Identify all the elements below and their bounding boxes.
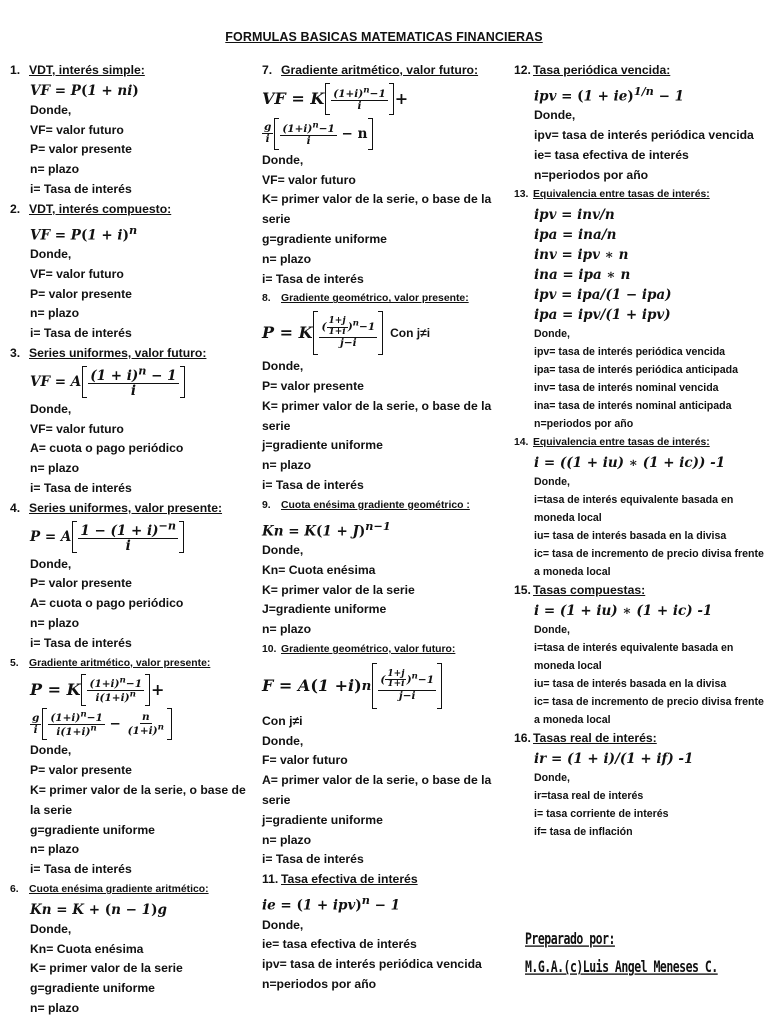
line: Donde, (30, 102, 72, 117)
line: n=periodos por año (534, 418, 634, 431)
line: K= primer valor de la serie, o base de la serie (30, 783, 246, 817)
section-6-title: 6. Cuota enésima gradiente aritmético: (10, 884, 209, 895)
line: A= cuota o pago periódico (30, 596, 184, 611)
page-title: FORMULAS BASICAS MATEMATICAS FINANCIERAS (225, 30, 543, 44)
line: K= primer valor de la serie (30, 961, 183, 976)
line: P= valor presente (30, 142, 132, 157)
line: F= valor futuro (262, 753, 348, 768)
line: Donde, (262, 917, 304, 932)
line: inv= tasa de interés nominal vencida (534, 382, 719, 395)
section-2-title: 2. VDT, interés compuesto: (10, 201, 172, 216)
column-2 (262, 61, 512, 995)
formula-13-1: ipv = inv/n (534, 207, 615, 224)
formula-6: Kn = K + (n − 1)g (30, 901, 167, 918)
line: Donde, (30, 743, 72, 758)
line: Donde, (30, 247, 72, 262)
section-3-body (10, 364, 255, 499)
formula-11: ie = (1 + ipv)$^n$ − 1 (262, 893, 401, 914)
line: n= plazo (262, 251, 312, 266)
line: Donde, (30, 556, 72, 571)
line: n=periodos por año (534, 167, 649, 182)
section-13-body (514, 205, 764, 433)
line: ipv= tasa de interés periódica vencida (534, 346, 726, 359)
section-8-title: 8. Gradiente geométrico, valor presente: (262, 293, 469, 305)
line: j=gradiente uniforme (262, 438, 383, 453)
line: n= plazo (30, 1000, 80, 1015)
line: i= Tasa de interés (30, 635, 132, 650)
section-12-title: 12. Tasa periódica vencida: (514, 63, 671, 77)
formula-13-5: ipv = ipa/(1 − ipa) (534, 287, 672, 304)
line: iu= tasa de interés basada en la divisa (534, 530, 727, 543)
line: VF= valor futuro (262, 172, 356, 187)
line: K= primer valor de la serie, o base de la serie (262, 398, 492, 433)
section-7-body (262, 81, 512, 290)
formula-10-note: Con j≠i (262, 713, 303, 728)
formula-5a: P = K $\frac{(1+i)^n-1}{i(1+i)^n}$ + (30, 675, 165, 705)
line: A= cuota o pago periódico (30, 441, 184, 456)
formula-15: i = (1 + iu) ∗ (1 + ic) -1 (534, 602, 713, 619)
line: ipv= tasa de interés periódica vencida (534, 128, 754, 143)
formula-13-4: ina = ipa ∗ n (534, 267, 631, 284)
line: ie= tasa efectiva de interés (534, 147, 689, 162)
formula-13-3: inv = ipv ∗ n (534, 247, 629, 264)
line: ir=tasa real de interés (534, 789, 644, 802)
line: VF= valor futuro (30, 266, 124, 281)
line: n= plazo (262, 622, 312, 637)
section-13-title: 13. Equivalencia entre tasas de interés: (514, 189, 710, 201)
line: n= plazo (30, 162, 80, 177)
section-6-body (10, 900, 255, 1019)
section-14-body (514, 453, 764, 581)
line: n= plazo (30, 306, 80, 321)
line: g=gradiente uniforme (30, 822, 155, 837)
section-4-title: 4. Series uniformes, valor presente: (10, 500, 223, 515)
line: VF= valor futuro (30, 421, 124, 436)
section-15-body (514, 601, 764, 729)
section-10-body (262, 660, 512, 870)
section-15-title: 15. Tasas compuestas: (514, 583, 646, 598)
formula-7b: $\frac{g}{i}$ $\frac{(1+i)^n-1}{i}$ − n (262, 117, 512, 151)
line: iu= tasa de interés basada en la divisa (534, 677, 727, 690)
line: Donde, (534, 328, 570, 341)
line: P= valor presente (30, 286, 132, 301)
line: i= Tasa de interés (262, 852, 364, 867)
section-14-title: 14. Equivalencia entre tasas de interés: (514, 437, 710, 449)
formula-3: VF = A $\frac{(1 + i)^n - 1}{i}$ (30, 364, 255, 400)
formula-9: $Kn = K(1 + J)^{n-1}$ (262, 518, 391, 540)
line: i=tasa de interés equivalente basada en moneda local (534, 641, 734, 672)
line: n=periodos por año (262, 976, 377, 991)
formula-8: P = K ( $\frac{1+j}{1+i}$ )$^n$−1 j−i Con j≠i (262, 309, 512, 357)
formula-2: VF = $P(1 + i)^n$ (30, 222, 138, 244)
line: J=gradiente uniforme (262, 602, 387, 617)
section-11-body (262, 890, 512, 995)
formula-4: P = A $\frac{1 - (1 + i)^{-n}}{i}$ (30, 519, 255, 555)
line: ipv= tasa de interés periódica vencida (262, 957, 482, 972)
section-5-body (10, 673, 255, 880)
line: n= plazo (30, 461, 80, 476)
line: Kn= Cuota enésima (262, 562, 376, 577)
column-3 (514, 61, 764, 841)
line: i= Tasa de interés (30, 862, 132, 877)
line: Donde, (534, 771, 570, 784)
formula-8-note: Con j≠i (390, 326, 431, 341)
line: ic= tasa de incremento de precio divisa frente a moneda local (534, 695, 764, 726)
line: n= plazo (262, 458, 312, 473)
formula-13-6: ipa = ipv/(1 + ipv) (534, 307, 671, 324)
section-3-title: 3. Series uniformes, valor futuro: (10, 346, 207, 361)
line: ipa= tasa de interés periódica anticipada (534, 364, 739, 377)
formula-14: i = ((1 + iu) ∗ (1 + ic)) -1 (534, 455, 726, 472)
line: n= plazo (30, 616, 80, 631)
line: Donde, (534, 108, 576, 123)
section-4-body (10, 519, 255, 654)
line: i= Tasa de interés (262, 477, 364, 492)
line: P= valor presente (30, 576, 132, 591)
section-1-title: 1. VDT, interés simple: (10, 63, 145, 77)
line: Donde, (262, 359, 304, 374)
section-9-title: 9. Cuota enésima gradiente geométrico : (262, 499, 470, 511)
line: VF= valor futuro (30, 122, 124, 137)
formula-5b: $\frac{g}{i}$ $\frac{(1+i)^n-1}{i(1+i)^n}$ − $\frac{n}{(1+i)^n}$ (30, 707, 255, 741)
section-16-body (514, 749, 764, 841)
formula-1: VF = P(1 + ni) (30, 82, 139, 99)
signature-line-1: Preparado por: (525, 929, 615, 949)
line: P= valor presente (262, 378, 364, 393)
line: A= primer valor de la serie, o base de la serie (262, 773, 492, 808)
line: j=gradiente uniforme (262, 812, 383, 827)
line: Kn= Cuota enésima (30, 941, 144, 956)
formula-13-2: ipa = ina/n (534, 227, 617, 244)
line: if= tasa de inflación (534, 825, 633, 838)
line: i= Tasa de interés (30, 481, 132, 496)
section-5-title: 5. Gradiente aritmético, valor presente: (10, 657, 211, 669)
line: ina= tasa de interés nominal anticipada (534, 400, 732, 413)
line: K= primer valor de la serie (262, 582, 415, 597)
line: Donde, (262, 543, 304, 558)
line: i= Tasa de interés (30, 326, 132, 341)
line: ie= tasa efectiva de interés (262, 937, 417, 952)
section-8-body (262, 309, 512, 496)
line: P= valor presente (30, 763, 132, 778)
line: Donde, (262, 733, 304, 748)
line: n= plazo (262, 832, 312, 847)
section-12-body (514, 81, 764, 186)
section-7-title: 7. Gradiente aritmético, valor futuro: (262, 63, 479, 77)
section-10-title: 10. Gradiente geométrico, valor futuro: (262, 644, 456, 656)
line: i=tasa de interés equivalente basada en moneda local (534, 494, 734, 525)
line: Donde, (262, 152, 304, 167)
section-1-body (10, 81, 255, 200)
signature-line-2: M.G.A.(c)Luis Angel Meneses C. (525, 957, 718, 977)
line: Donde, (534, 476, 570, 489)
line: i= Tasa de interés (262, 271, 364, 286)
section-16-title: 16. Tasas real de interés: (514, 730, 657, 745)
line: Donde, (30, 921, 72, 936)
line: Donde, (534, 623, 570, 636)
line: g=gradiente uniforme (262, 231, 387, 246)
formula-7a: VF = K $\frac{(1+i)^n-1}{i}$ + (262, 81, 512, 117)
section-2-body (10, 220, 255, 344)
line: K= primer valor de la serie, o base de la serie (262, 192, 492, 227)
line: Donde, (30, 401, 72, 416)
formula-16: ir = (1 + i)/(1 + if) -1 (534, 750, 694, 767)
line: i= tasa corriente de interés (534, 807, 669, 820)
column-1 (10, 61, 255, 1019)
section-11-title: 11. Tasa efectiva de interés (262, 872, 418, 887)
formula-12: ipv = (1 + ie)$^{1/n}$ − 1 (534, 83, 684, 105)
line: n= plazo (30, 842, 80, 857)
line: g=gradiente uniforme (30, 981, 155, 996)
section-9-body (262, 516, 512, 640)
line: ic= tasa de incremento de precio divisa frente a moneda local (534, 548, 764, 579)
formula-10: F = A ( 1 + i ) n ( $\frac{1+j}{1+i}$ )$^n$−1 j−i (262, 660, 512, 712)
line: i= Tasa de interés (30, 181, 132, 196)
